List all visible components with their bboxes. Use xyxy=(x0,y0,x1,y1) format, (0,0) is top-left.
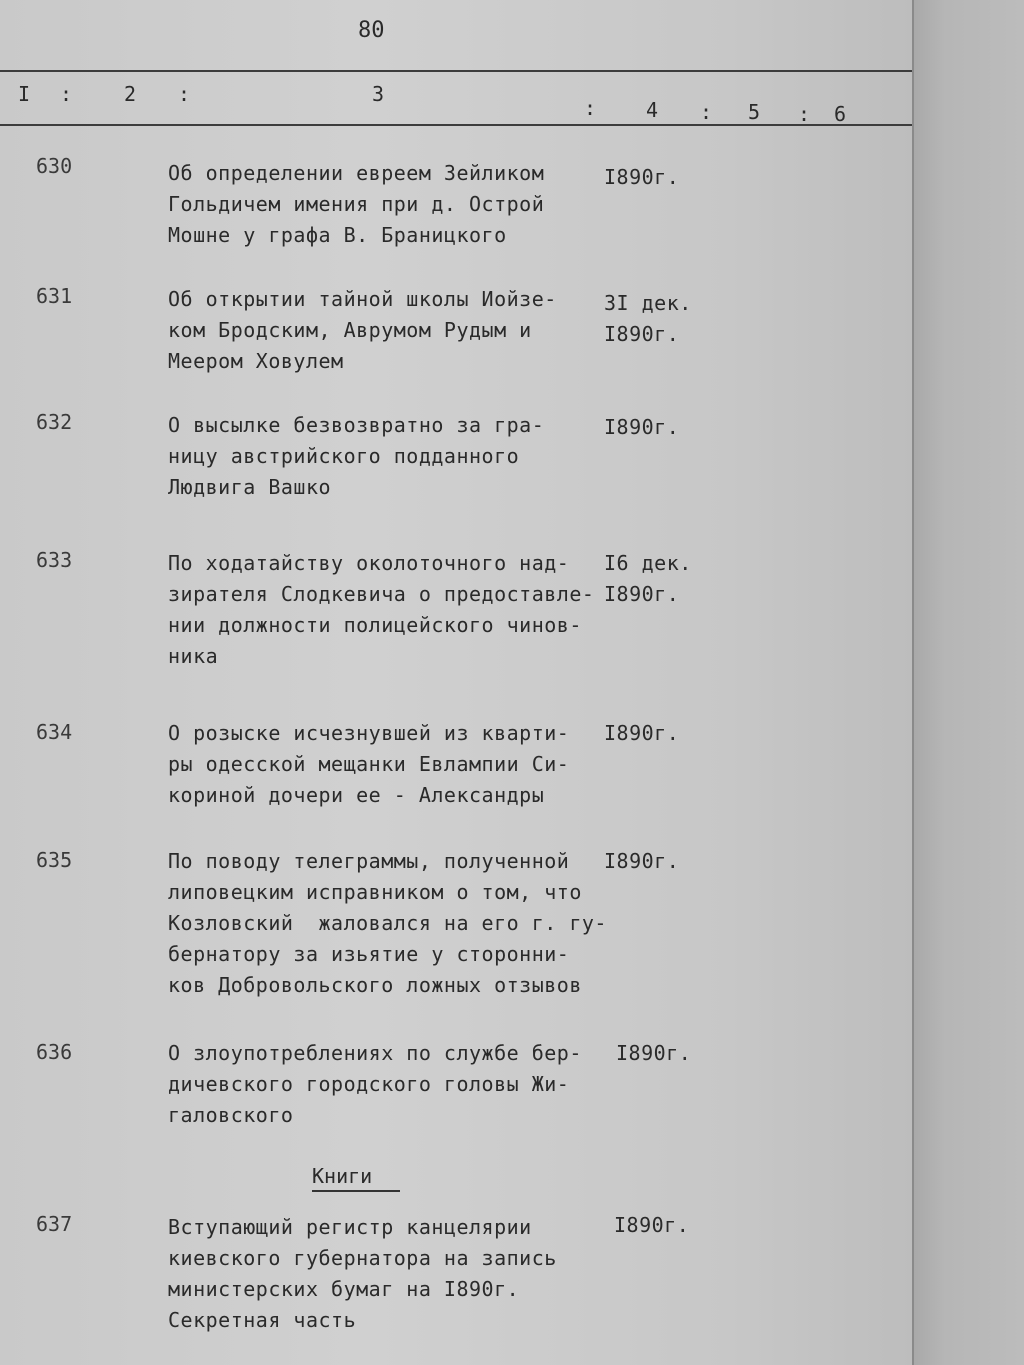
entry-number: 636 xyxy=(36,1040,73,1064)
header-rule-bottom xyxy=(0,124,912,126)
entry-number: 634 xyxy=(36,720,73,744)
entry-title: О злоупотреблениях по службе бер- дичевского городского головы Жи- галовского xyxy=(168,1041,582,1127)
column-header-4: 4 xyxy=(646,98,659,122)
entry-number: 632 xyxy=(36,410,73,434)
entry-title: Об открытии тайной школы Иойзе- ком Бродским, Аврумом Рудым и Меером Ховулем xyxy=(168,287,557,373)
column-separator: : xyxy=(178,82,191,106)
page-edge-line xyxy=(912,0,914,1365)
entry-date: I890г. xyxy=(604,415,680,439)
column-separator: : xyxy=(584,96,597,120)
entry-date: I890г. xyxy=(604,849,680,873)
page-number: 80 xyxy=(358,18,385,43)
entry-title: По ходатайству околоточного над- зирателя Слодкевича о предоставле- нии должности полицейского чинов- ника xyxy=(168,551,595,668)
entry-title: О розыске исчезнувшей из кварти- ры одесской мещанки Евлампии Си- кориной дочери ее - Александры xyxy=(168,721,570,807)
entry-date: I6 дек. I890г. xyxy=(604,551,692,606)
column-header-6: 6 xyxy=(834,102,847,126)
entry-date: 3I дек. I890г. xyxy=(604,291,692,346)
column-separator: : xyxy=(798,102,811,126)
column-header-5: 5 xyxy=(748,100,761,124)
entry-date: I890г. xyxy=(604,721,680,745)
column-header-1: I xyxy=(18,82,31,106)
entry-number: 633 xyxy=(36,548,73,572)
entry-title: Вступающий регистр канцелярии киевского губернатора на запись министерских бумаг на I890г. Секретная часть xyxy=(168,1215,557,1332)
column-separator: : xyxy=(700,100,713,124)
entry-date: I890г. xyxy=(616,1041,692,1065)
entry-date: I890г. xyxy=(604,165,680,189)
entry-number: 635 xyxy=(36,848,73,872)
entry-title: По поводу телеграммы, полученной липовецким исправником о том, что Козловский жаловался на его г. гу- бернатору за изьятие у сторонни- ков Добровольского ложных отзывов xyxy=(168,849,607,997)
header-rule-top xyxy=(0,70,912,72)
entry-number: 630 xyxy=(36,154,73,178)
entry-number: 637 xyxy=(36,1212,73,1236)
entry-number: 631 xyxy=(36,284,73,308)
entry-title: О высылке безвозвратно за гра- ницу австрийского подданного Людвига Вашко xyxy=(168,413,545,499)
column-separator: : xyxy=(60,82,73,106)
entry-date: I890г. xyxy=(614,1213,690,1237)
column-header-2: 2 xyxy=(124,82,137,106)
entry-title: Об определении евреем Зейликом Гольдичем имения при д. Острой Мошне у графа В. Браницкого xyxy=(168,161,545,247)
section-heading: Книги xyxy=(312,1164,400,1192)
page-edge-background xyxy=(912,0,1024,1365)
column-header-3: 3 xyxy=(372,82,385,106)
